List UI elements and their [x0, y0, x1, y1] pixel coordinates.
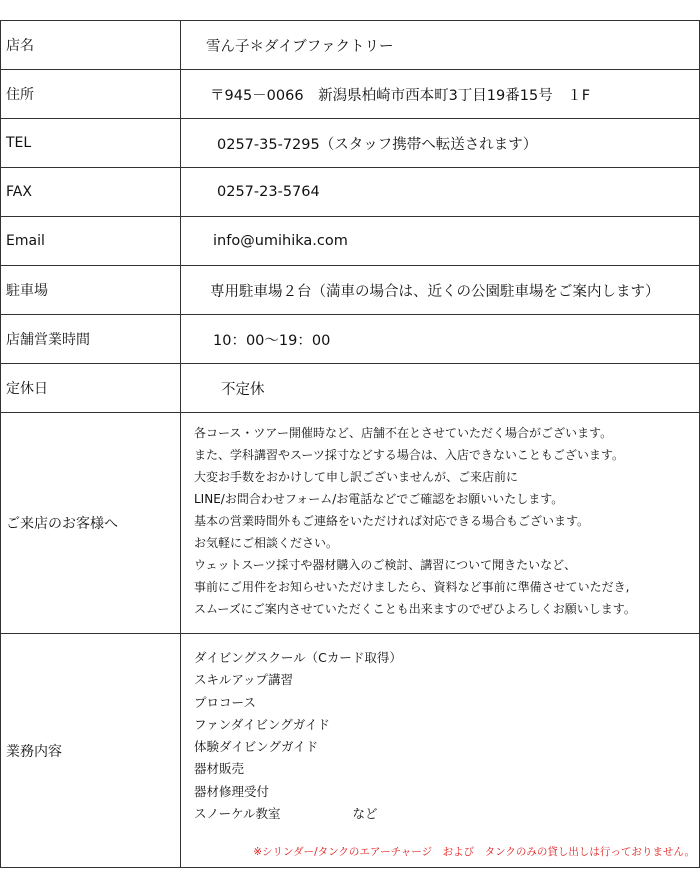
row-business-hours — [1, 315, 700, 364]
value-business-hours: 10：00～19：00 — [181, 315, 700, 364]
service-item: ファンダイビングガイド — [194, 716, 330, 732]
visitors-note-line: 各コース・ツアー開催時など、店舗不在とさせていただく場合がございます。 — [194, 426, 613, 440]
visitors-note-line: また、学科講習やスーツ採寸などする場合は、入店できないこともございます。 — [194, 448, 624, 462]
row-fax — [1, 168, 700, 217]
service-item: ダイビングスクール（Cカード取得） — [194, 650, 402, 665]
visitors-note-line: 基本の営業時間外もご連絡をいただければ対応できる場合もございます。 — [194, 514, 590, 528]
services-list — [181, 634, 700, 868]
value-closed-days: 不定休 — [181, 364, 700, 413]
services-note: ※シリンダー/タンクのエアーチャージ および タンクのみの貸し出しは行っておりません。 — [253, 845, 695, 858]
label-parking: 駐車場 — [1, 266, 181, 315]
visitors-note-line: 事前にご用件をお知らせいただけましたら、資料など事前に準備させていただき, — [194, 580, 630, 594]
value-tel: 0257-35-7295（スタッフ携帯へ転送されます） — [181, 119, 700, 168]
row-parking — [1, 266, 700, 315]
value-fax: 0257-23-5764 — [181, 168, 700, 217]
label-shop-name: 店名 — [1, 21, 181, 70]
visitors-notes — [181, 413, 700, 634]
label-tel: TEL — [1, 119, 181, 168]
service-item: 器材修理受付 — [194, 783, 270, 799]
visitors-note-line: ウェットスーツ採寸や器材購入のご検討、講習について聞きたいなど、 — [194, 558, 577, 572]
visitors-note-line: LINE/お問合わせフォーム/お電話などでご確認をお願いいたします。 — [194, 492, 564, 506]
service-item: 器材販売 — [194, 761, 245, 777]
value-shop-name: 雪ん子＊ダイブファクトリー — [181, 21, 700, 70]
visitors-note-line: 大変お手数をおかけして申し訳ございませんが、ご来店前に — [194, 470, 519, 484]
shop-info-table — [0, 20, 700, 868]
label-services: 業務内容 — [1, 634, 181, 868]
value-address: 〒945－0066 新潟県柏崎市西本町3丁目19番15号 １F — [181, 70, 700, 119]
label-address: 住所 — [1, 70, 181, 119]
label-visitors: ご来店のお客様へ — [1, 413, 181, 634]
service-item: プロコース — [194, 694, 256, 710]
row-address — [1, 70, 700, 119]
service-item: スノーケル教室 — [194, 806, 281, 822]
row-services — [1, 634, 700, 868]
row-visitors — [1, 413, 700, 634]
row-email — [1, 217, 700, 266]
row-tel — [1, 119, 700, 168]
service-item: スキルアップ講習 — [194, 672, 294, 688]
visitors-note-line: スムーズにご案内させていただくことも出来ますのでぜひよろしくお願いします。 — [194, 602, 636, 616]
service-item-last — [194, 803, 699, 825]
row-closed-days — [1, 364, 700, 413]
label-business-hours: 店舗営業時間 — [1, 315, 181, 364]
row-shop-name — [1, 21, 700, 70]
label-closed-days: 定休日 — [1, 364, 181, 413]
value-parking: 専用駐車場２台（満車の場合は、近くの公園駐車場をご案内します） — [181, 266, 700, 315]
label-fax: FAX — [1, 168, 181, 217]
visitors-note-line: お気軽にご相談ください。 — [194, 536, 339, 550]
value-email: info@umihika.com — [181, 217, 700, 266]
service-item: 体験ダイビングガイド — [194, 739, 319, 755]
label-email: Email — [1, 217, 181, 266]
services-etc: など — [352, 806, 378, 822]
